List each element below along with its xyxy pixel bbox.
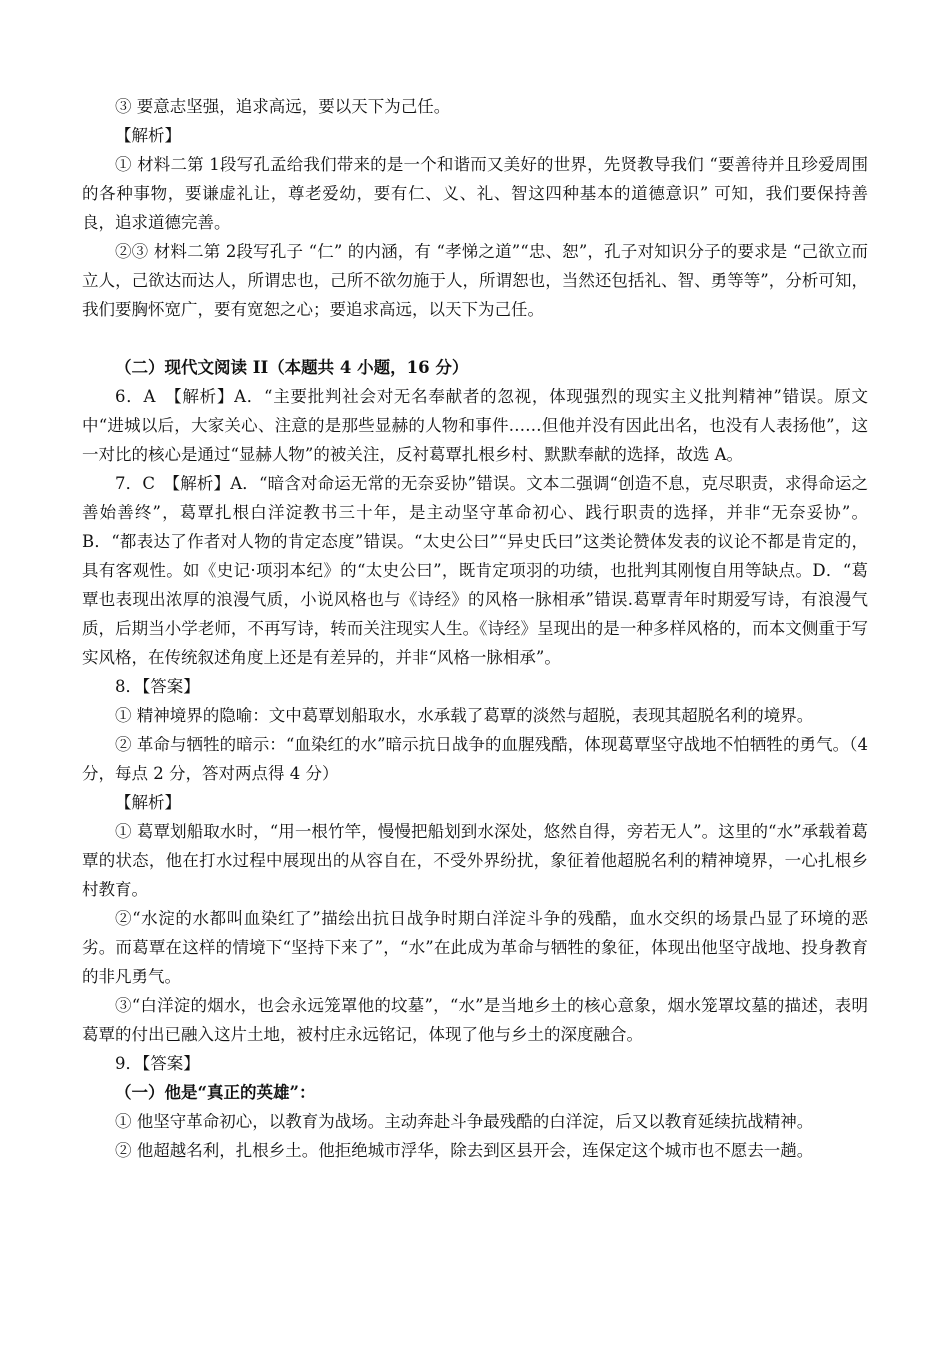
question-8-heading: 8．【答案】 (115, 677, 200, 696)
question-8-analysis-2: ②“水淀的水都叫血染红了”描绘出抗日战争时期白洋淀斗争的残酷，血水交织的场景凸显了环境的恶劣。而葛覃在这样的情境下“坚持下来了”，“水”在此成为革命与牺牲的象征，体现出他坚守战地、投身教育的非凡勇气。 (82, 909, 868, 986)
question-9-point-1: ① 他坚守革命初心，以教育为战场。主动奔赴斗争最残酷的白洋淀，后又以教育延续抗战精神。 (115, 1112, 814, 1131)
section-title: （二）现代文阅读 II（本题共 4 小题，16 分） (115, 358, 469, 377)
question-8-point-2: ② 革命与牺牲的暗示：“血染红的水”暗示抗日战争的血腥残酷，体现葛覃坚守战地不怕牺牲的勇气。（4 分，每点 2 分，答对两点得 4 分） (82, 735, 868, 783)
analysis-label: 【解析】 (115, 126, 181, 145)
answer-item-3: ③ 要意志坚强，追求高远，要以天下为己任。 (115, 97, 451, 116)
answer-content (82, 92, 868, 1165)
question-8-point-1: ① 精神境界的隐喻：文中葛覃划船取水，水承载了葛覃的淡然与超脱，表现其超脱名利的境界。 (115, 706, 814, 725)
question-9-heading: 9．【答案】 (115, 1054, 200, 1073)
section-spacer (82, 324, 868, 353)
question-8-analysis-label: 【解析】 (115, 793, 181, 812)
analysis-paragraph-1: ① 材料二第 1段写孔孟给我们带来的是一个和谐而又美好的世界，先贤教导我们 “要善待并且珍爱周围的各种事物，要谦虚礼让，尊老爱幼，要有仁、义、礼、智这四种基本的道德意识” 可知，我们要保持善良，追求道德完善。 (82, 155, 868, 232)
analysis-paragraph-2: ②③ 材料二第 2段写孔子 “仁” 的内涵，有 “孝悌之道”“忠、恕”，孔子对知识分子的要求是 “己欲立而立人，己欲达而达人，所谓忠也，己所不欲勿施于人，所谓恕也，当然还包括礼、智、勇等等”，分析可知，我们要胸怀宽广，要有宽恕之心；要追求高远，以天下为己任。 (82, 242, 868, 319)
question-9-subheading: （一）他是“真正的英雄”： (115, 1083, 316, 1102)
question-7-answer: 7．C 【解析】A．“暗含对命运无常的无奈妥协”错误。文本二强调“创造不息，克尽职责，求得命运之善始善终”，葛覃扎根白洋淀教书三十年，是主动坚守革命初心、践行职责的选择，并非“无奈妥协”。B．“都表达了作者对人物的肯定态度”错误。“太史公曰”“异史氏曰”这类论赞体发表的议论不都是肯定的，具有客观性。如《史记·项羽本纪》的“太史公曰”，既肯定项羽的功绩，也批判其刚愎自用等缺点。D．“葛覃也表现出浓厚的浪漫气质，小说风格也与《诗经》的风格一脉相承”错误.葛覃青年时期爱写诗，有浪漫气质，后期当小学老师，不再写诗，转而关注现实人生。《诗经》呈现出的是一种多样风格的，而本文侧重于写实风格，在传统叙述角度上还是有差异的，并非“风格一脉相承”。 (82, 474, 868, 667)
question-6-answer: 6．A 【解析】A．“主要批判社会对无名奉献者的忽视，体现强烈的现实主义批判精神”错误。原文中“进城以后，大家关心、注意的是那些显赫的人物和事件……但他并没有因此出名，也没有人表扬他”，这一对比的核心是通过“显赫人物”的被关注，反衬葛覃扎根乡村、默默奉献的选择，故选 A。 (82, 387, 868, 464)
question-8-analysis-1: ① 葛覃划船取水时，“用一根竹竿，慢慢把船划到水深处，悠然自得，旁若无人”。这里的“水”承载着葛覃的状态，他在打水过程中展现出的从容自在，不受外界纷扰，象征着他超脱名利的精神境界，一心扎根乡村教育。 (82, 822, 868, 899)
question-9-point-2: ② 他超越名利，扎根乡土。他拒绝城市浮华，除去到区县开会，连保定这个城市也不愿去一趟。 (115, 1141, 814, 1160)
question-8-analysis-3: ③“白洋淀的烟水，也会永远笼罩他的坟墓”，“水”是当地乡土的核心意象，烟水笼罩坟墓的描述，表明葛覃的付出已融入这片土地，被村庄永远铭记，体现了他与乡土的深度融合。 (82, 996, 868, 1044)
